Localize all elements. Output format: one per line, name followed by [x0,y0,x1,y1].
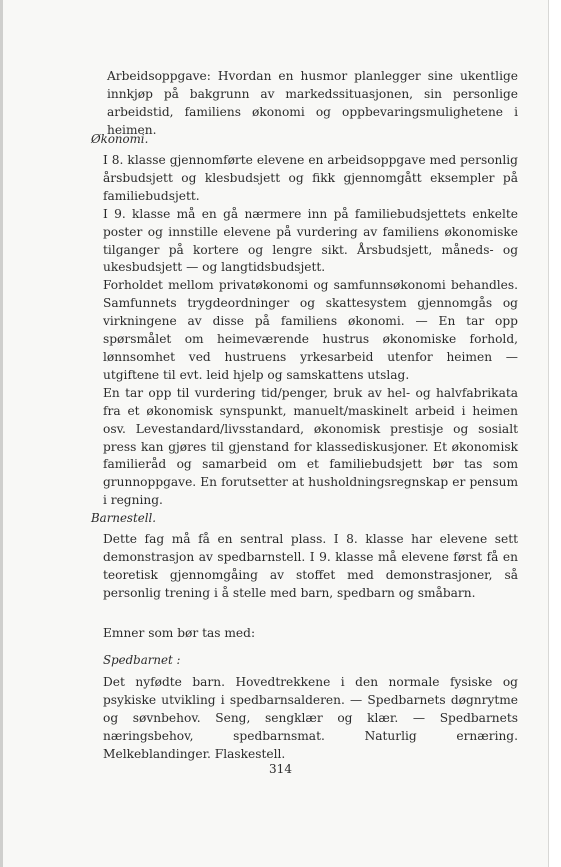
spedbarnet-paragraph: Det nyfødte barn. Hovedtrekkene i den normale fysiske og psykiske utvikling i spedbarnsalderen. — Spedbarnets døgnrytme og søvnbehov. Seng, sengklær og klær. — Spedbarnets næringsbehov, spedbarnsmat. Naturlig ernæring. Melkeblandinger. Flaskestell. [103,675,518,761]
section-okonomi-body [103,152,518,510]
section-heading-barnestell: Barnestell. [91,511,156,525]
okonomi-paragraph-4: En tar opp til vurdering tid/penger, bruk av hel- og halvfabrikata fra et økonomisk synspunkt, manuelt/maskinelt arbeid i heimen osv. Levestandard/livsstandard, økonomisk prestisje og sosialt press kan gjøres til gjenstand for klassediskusjoner. Et økonomisk familieråd og samarbeid om et familiebudsjett bør tas som grunnoppgave. En forutsetter at husholdningsregnskap er pensum i regning. [103,385,518,508]
subheading-spedbarnet: Spedbarnet : [103,653,181,667]
barnestell-paragraph-1: Dette fag må få en sentral plass. I 8. klasse har elevene sett demonstrasjon av spedbarnstell. I 9. klasse må elevene først få en teoretisk gjennomgåing av stoffet med demonstrasjoner, så personlig trening i å stelle med barn, spedbarn og småbarn. [103,532,518,600]
okonomi-paragraph-2: I 9. klasse må en gå nærmere inn på familiebudsjettets enkelte poster og innstille elevene på vurdering av familiens økonomiske tilganger på kortere og lengre sikt. Årsbudsjett, måneds- og ukesbudsjett — og langtidsbudsjett. [103,206,518,275]
section-barnestell-body [103,531,518,603]
section-heading-okonomi: Økonomi. [91,132,149,146]
emner-label: Emner som bør tas med: [103,626,256,640]
book-page [3,0,549,867]
okonomi-paragraph-1: I 8. klasse gjennomførte elevene en arbeidsoppgave med personlig årsbudsjett og klesbudsjett og fikk gjennomgått eksempler på familiebudsjett. [103,153,518,203]
intro-text: Arbeidsoppgave: Hvordan en husmor planlegger sine ukentlige innkjøp på bakgrunn av markedssituasjonen, sin personlige arbeidstid, familiens økonomi og oppbevaringsmulighetene i heimen. [107,69,518,137]
page-number: 314 [269,762,292,776]
spedbarnet-body [103,674,518,764]
okonomi-paragraph-3: Forholdet mellom privatøkonomi og samfunnsøkonomi behandles. Samfunnets trygdeordninger og skattesystem gjennomgås og virkningene av disse på familiens økonomi. — En tar opp spørsmålet om heimeværende hustrus økonomiske forhold, lønnsomhet ved hustruens yrkesarbeid utenfor heimen — utgiftene til evt. leid hjelp og samskattens utslag. [103,278,518,382]
intro-paragraph [107,68,518,140]
